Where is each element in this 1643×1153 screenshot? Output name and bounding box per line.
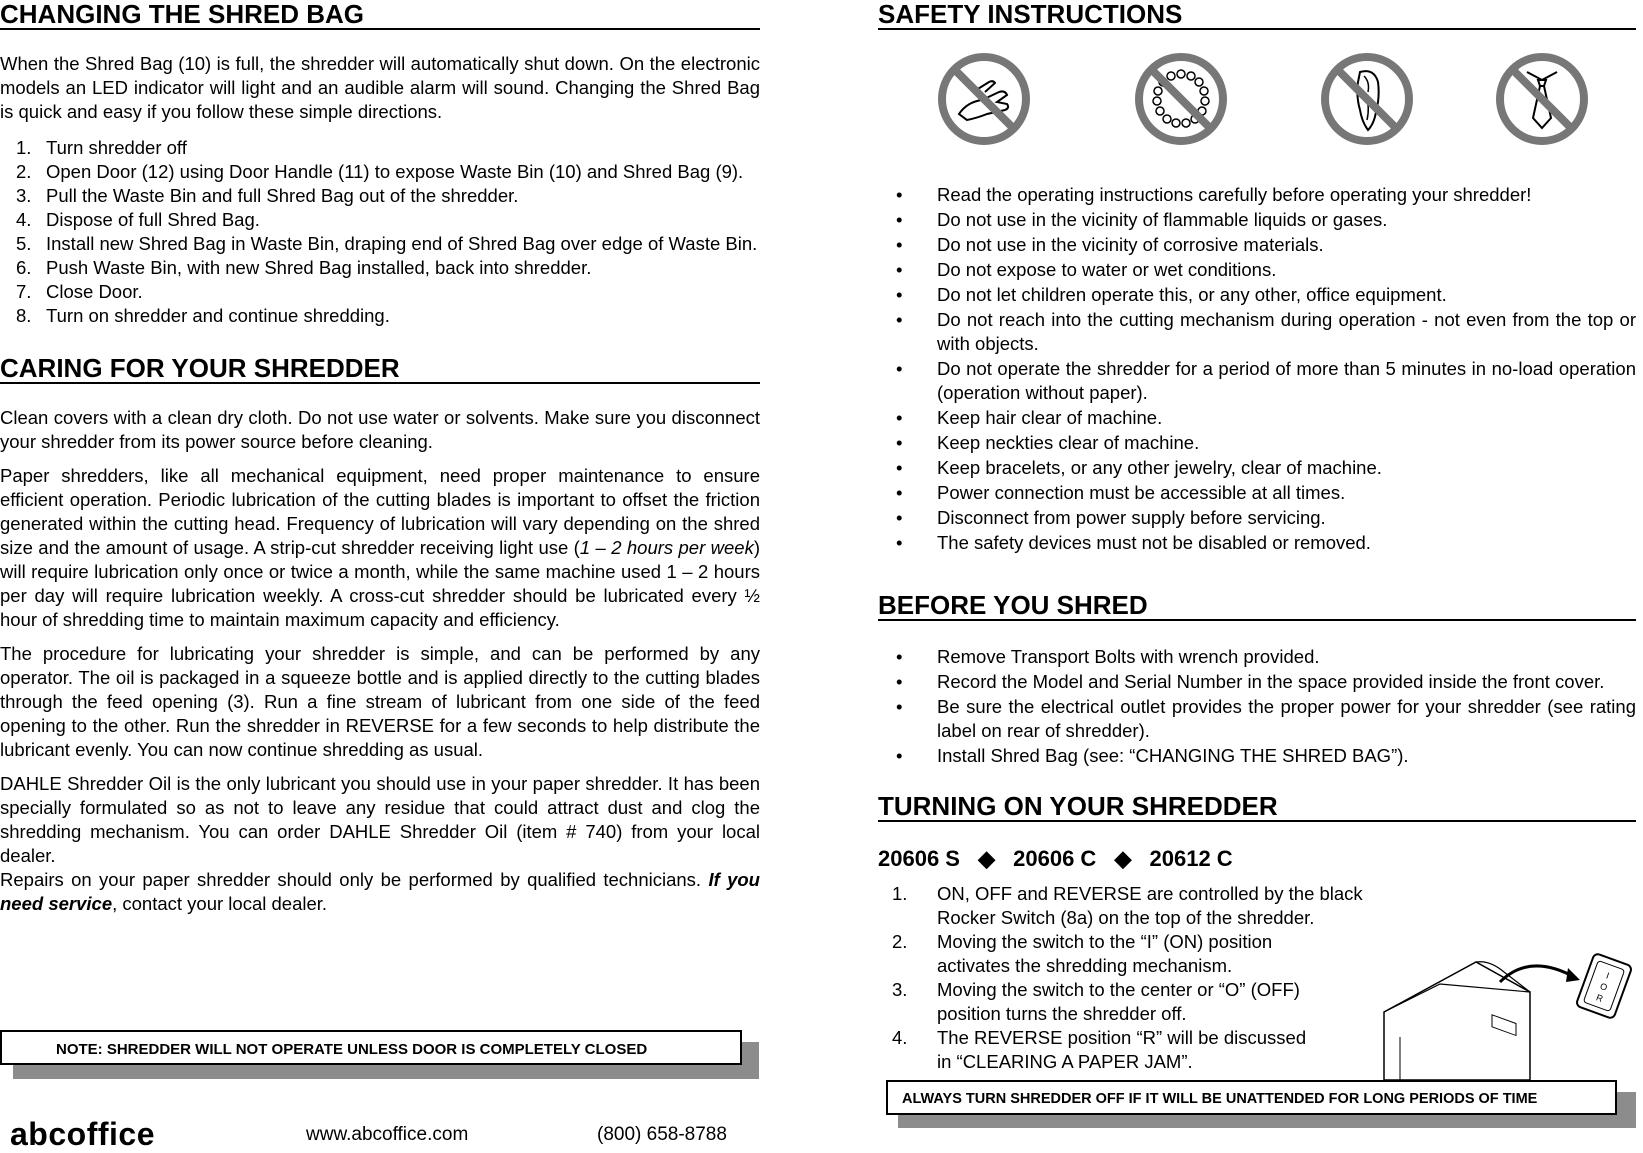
list-item: 1. Turn shredder off (16, 137, 187, 158)
list-item: • Record the Model and Serial Number in the space provided inside the front cover. (878, 670, 1636, 694)
list-item: 7. Close Door. (16, 281, 143, 302)
list-item: • Do not let children operate this, or any other, office equipment. (878, 283, 1636, 307)
model-list (878, 846, 1636, 872)
caring-paragraph-2: Paper shredders, like all mechanical equipment, need proper maintenance to ensure efficient operation. Periodic lubrication of the cutting blades is important to offset the friction generated within the cutting head. Frequency of lubrication will vary depending on the shred size and the amount of usage. A strip-cut shredder receiving light use (1 – 2 hours per week) will require lubrication only once or twice a month, while the same machine used 1 – 2 hours per day will require lubrication weekly. A cross-cut shredder should be lubricated every ½ hour of shredding time to maintain maximum capacity and efficiency. (0, 465, 761, 630)
section-title-before: BEFORE YOU SHRED (878, 591, 1636, 621)
switch-label-on: I (1604, 970, 1611, 981)
footer-url[interactable]: www.abcoffice.com (306, 1124, 469, 1145)
no-necktie-icon (1495, 52, 1589, 146)
shred-bag-steps (0, 136, 760, 328)
list-item: • Keep neckties clear of machine. (878, 431, 1636, 455)
caring-paragraph-4: DAHLE Shredder Oil is the only lubricant you should use in your paper shredder. It has been specially formulated so as not to leave any residue that could attract dust and clog the shredding mechanism. You can order DAHLE Shredder Oil (item # 740) from your local dealer. (0, 773, 760, 866)
model-name: 20612 C (1149, 846, 1233, 871)
list-item: • Do not use in the vicinity of flammable liquids or gases. (878, 208, 1636, 232)
note-unattended: ALWAYS TURN SHREDDER OFF IF IT WILL BE UNATTENDED FOR LONG PERIODS OF TIME (886, 1080, 1617, 1115)
switch-label-off: O (1598, 981, 1609, 993)
shredder-illustration (1380, 952, 1642, 1080)
left-column (0, 0, 760, 916)
list-item: • Read the operating instructions carefully before operating your shredder! (878, 183, 1636, 207)
list-item: 8. Turn on shredder and continue shredding. (16, 305, 390, 326)
note-door-closed: NOTE: SHREDDER WILL NOT OPERATE UNLESS DOOR IS COMPLETELY CLOSED (0, 1030, 742, 1065)
list-item: 6. Push Waste Bin, with new Shred Bag installed, back into shredder. (16, 257, 592, 278)
list-item: • Do not use in the vicinity of corrosive materials. (878, 233, 1636, 257)
footer-phone: (800) 658-8788 (597, 1124, 727, 1145)
list-item: • Do not expose to water or wet conditions. (878, 258, 1636, 282)
list-item: 3. Pull the Waste Bin and full Shred Bag out of the shredder. (16, 185, 519, 206)
caring-paragraph-5: Repairs on your paper shredder should only be performed by qualified technicians. If you need service, contact your local dealer. (0, 869, 760, 914)
no-long-hair-icon (1320, 52, 1414, 146)
list-item: • Keep bracelets, or any other jewelry, clear of machine. (878, 456, 1636, 480)
list-item: • The safety devices must not be disabled or removed. (878, 531, 1636, 555)
section-title-caring: CARING FOR YOUR SHREDDER (0, 354, 760, 384)
model-name: 20606 C (1013, 846, 1097, 871)
list-item: 1. ON, OFF and REVERSE are controlled by the black Rocker Switch (8a) on the top of the shredder. (892, 883, 1363, 928)
diamond-icon: ◆ (978, 846, 996, 871)
right-column (878, 0, 1636, 1074)
list-item: • Power connection must be accessible at all times. (878, 481, 1636, 505)
list-item: • Be sure the electrical outlet provides the proper power for your shredder (see rating label on rear of shredder). (878, 695, 1636, 743)
list-item: • Disconnect from power supply before servicing. (878, 506, 1636, 530)
list-item: • Keep hair clear of machine. (878, 406, 1636, 430)
section-title-safety: SAFETY INSTRUCTIONS (878, 0, 1636, 30)
list-item: 2. Open Door (12) using Door Handle (11) to expose Waste Bin (10) and Shred Bag (9). (16, 161, 744, 182)
list-item: 5. Install new Shred Bag in Waste Bin, draping end of Shred Bag over edge of Waste Bin. (16, 233, 758, 254)
shred-bag-intro: When the Shred Bag (10) is full, the shredder will automatically shut down. On the electronic models an LED indicator will light and an audible alarm will sound. Changing the Shred Bag is quick and easy if you follow these simple directions. (0, 53, 760, 122)
rocker-switch (1576, 953, 1633, 1019)
abcoffice-logo: abcoffice (10, 1116, 155, 1152)
safety-icons-row (878, 30, 1636, 160)
list-item: 4. Dispose of full Shred Bag. (16, 209, 260, 230)
list-item: 2. Moving the switch to the “I” (ON) position activates the shredding mechanism. (892, 931, 1273, 976)
no-hands-icon (937, 52, 1031, 146)
list-item: 3. Moving the switch to the center or “O” (OFF) position turns the shredder off. (892, 979, 1300, 1024)
list-item: • Remove Transport Bolts with wrench provided. (878, 645, 1636, 669)
model-name: 20606 S (878, 846, 960, 871)
list-item: • Do not reach into the cutting mechanism during operation - not even from the top or with objects. (878, 308, 1636, 356)
turning-steps (878, 882, 1418, 1074)
switch-label-reverse: R (1594, 992, 1605, 1005)
section-title-shred-bag: CHANGING THE SHRED BAG (0, 0, 760, 30)
list-item: • Install Shred Bag (see: “CHANGING THE SHRED BAG”). (878, 744, 1636, 768)
before-list (878, 645, 1636, 768)
safety-list (878, 183, 1636, 555)
list-item: • Do not operate the shredder for a period of more than 5 minutes in no-load operation (operation without paper). (878, 357, 1636, 405)
no-jewelry-icon (1134, 52, 1228, 146)
caring-paragraph-3: The procedure for lubricating your shredder is simple, and can be performed by any operator. The oil is packaged in a squeeze bottle and is applied directly to the cutting blades through the feed opening (3). Run a fine stream of lubricant from one side of the feed opening to the other. Run the shredder in REVERSE for a few seconds to help distribute the lubricant evenly. You can now continue shredding as usual. (0, 643, 760, 760)
caring-paragraph-1: Clean covers with a clean dry cloth. Do not use water or solvents. Make sure you disconnect your shredder from its power source before cleaning. (0, 407, 760, 452)
section-title-turning: TURNING ON YOUR SHREDDER (878, 792, 1636, 822)
list-item: 4. The REVERSE position “R” will be discussed in “CLEARING A PAPER JAM”. (892, 1027, 1307, 1072)
diamond-icon: ◆ (1114, 846, 1132, 871)
